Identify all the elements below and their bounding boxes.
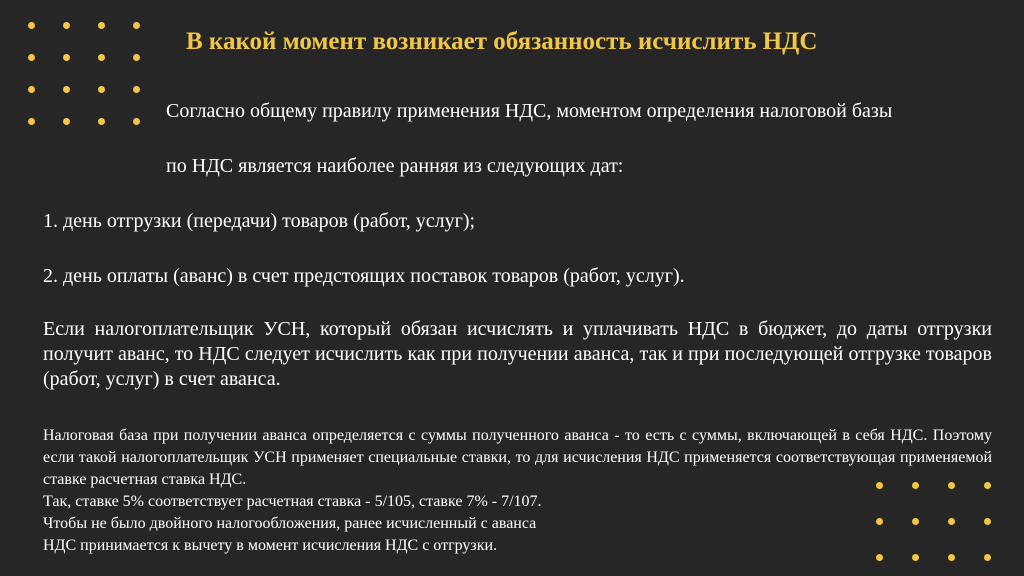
rate-line: Так, ставке 5% соответствует расчетная ставка - 5/105, ставке 7% - 7/107. xyxy=(43,493,542,510)
usn-paragraph: Если налогоплательщик УСН, который обязан исчислять и уплачивать НДС в бюджет, до даты отгрузки получит аванс, то НДС следует исчислить как при получении аванса, так и при последующей отгрузке товаров (работ, услуг) в счет аванса. xyxy=(43,318,992,390)
tax-base-block xyxy=(43,425,992,557)
intro-line-1: Согласно общему правилу применения НДС, моментом определения налоговой базы xyxy=(166,100,893,122)
double-tax-line-1: Чтобы не было двойного налогообложения, ранее исчисленный с аванса xyxy=(43,515,537,532)
list-item-shipment: 1. день отгрузки (передачи) товаров (работ, услуг); xyxy=(43,210,476,232)
tax-base-paragraph: Налоговая база при получении аванса определяется с суммы полученного аванса - то есть с суммы, включающей в себя НДС. Поэтому если такой налогоплательщик УСН применяет специальные ставки, то для исчисления НДС применяется соответствующая применяемой ставке расчетная ставка НДС. xyxy=(43,427,992,488)
double-tax-line-2: НДС принимается к вычету в момент исчисления НДС с отгрузки. xyxy=(43,537,498,554)
list-item-payment: 2. день оплаты (аванс) в счет предстоящих поставок товаров (работ, услуг). xyxy=(43,265,685,287)
decorative-dots-bottom-right xyxy=(876,482,991,561)
decorative-dots-top-left xyxy=(28,22,140,125)
slide-title: В какой момент возникает обязанность исчислить НДС xyxy=(186,28,818,55)
intro-line-2: по НДС является наиболее ранняя из следующих дат: xyxy=(166,155,624,177)
